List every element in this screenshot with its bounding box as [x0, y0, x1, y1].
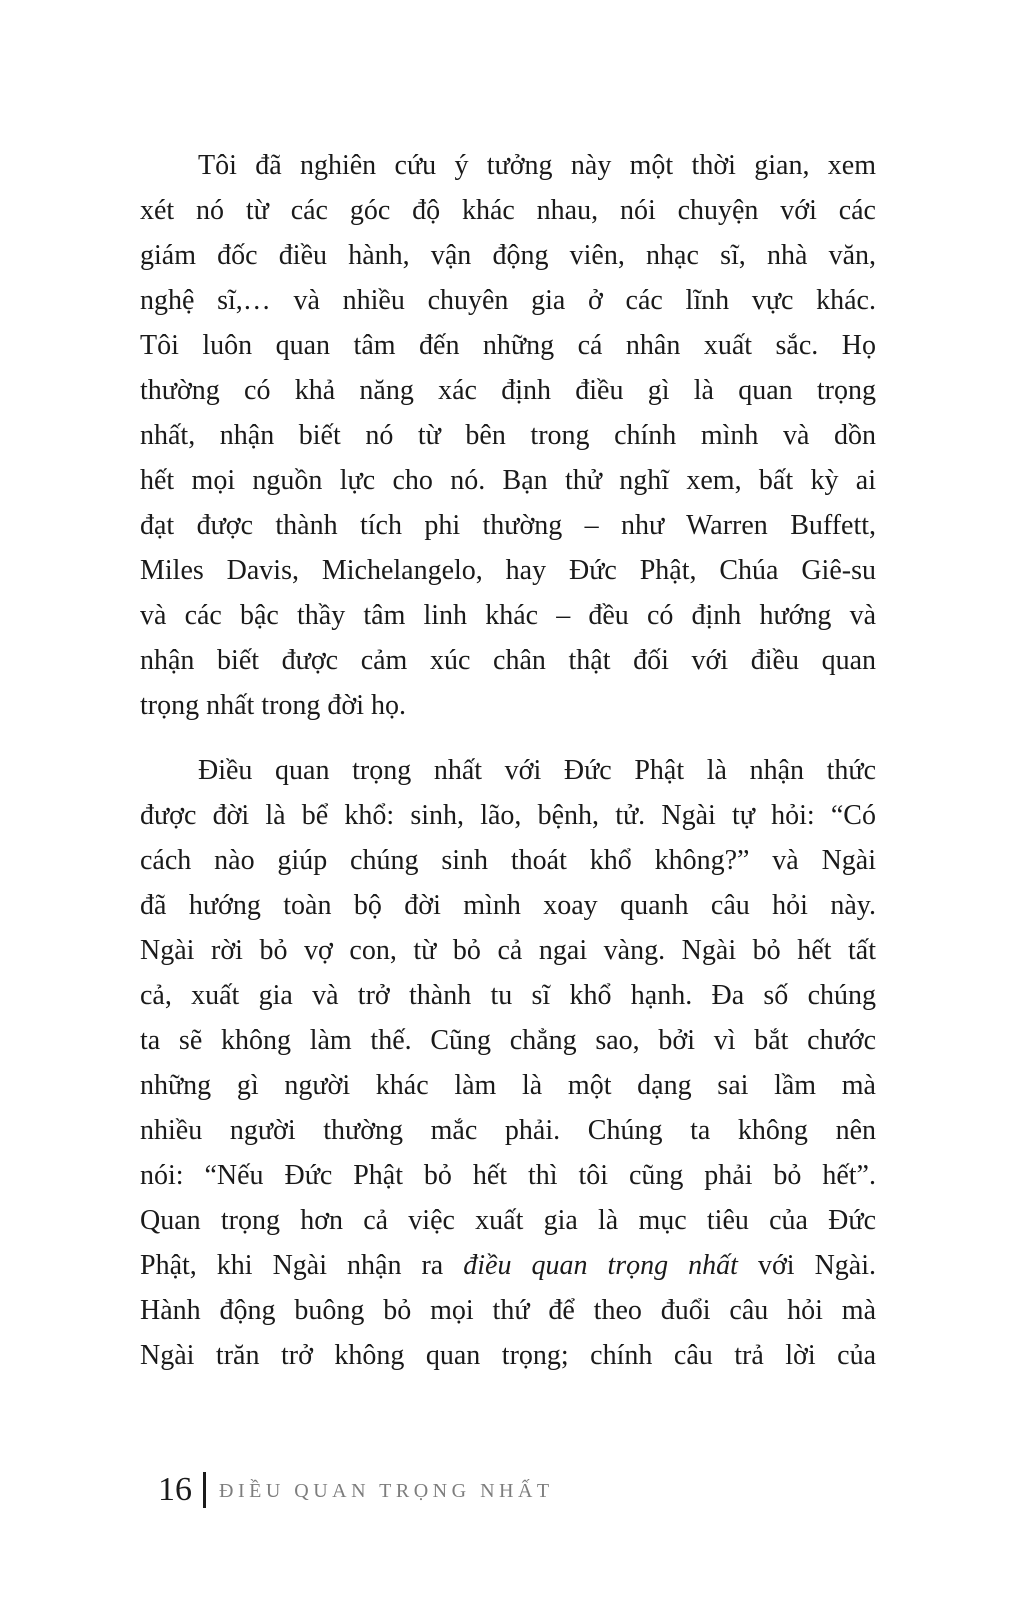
text-line: nhiều người thường mắc phải. Chúng ta không nên	[140, 1115, 876, 1146]
page-footer	[158, 1470, 554, 1510]
text-line: xét nó từ các góc độ khác nhau, nói chuyện với các	[140, 195, 876, 226]
text-line: và các bậc thầy tâm linh khác – đều có định hướng và	[140, 600, 876, 631]
text-line: Ngài trăn trở không quan trọng; chính câu trả lời của	[140, 1340, 876, 1371]
text-line: nói: “Nếu Đức Phật bỏ hết thì tôi cũng phải bỏ hết”.	[140, 1160, 876, 1191]
text-line: Hành động buông bỏ mọi thứ để theo đuổi câu hỏi mà	[140, 1295, 876, 1326]
text-line: Quan trọng hơn cả việc xuất gia là mục tiêu của Đức	[140, 1205, 876, 1236]
text-line: trọng nhất trong đời họ.	[140, 690, 406, 721]
text-line: hết mọi nguồn lực cho nó. Bạn thử nghĩ xem, bất kỳ ai	[140, 465, 876, 496]
text-line: ta sẽ không làm thế. Cũng chẳng sao, bởi vì bắt chước	[140, 1025, 876, 1056]
text-line: cả, xuất gia và trở thành tu sĩ khổ hạnh. Đa số chúng	[140, 980, 876, 1011]
text-line: Tôi đã nghiên cứu ý tưởng này một thời gian, xem	[198, 150, 876, 181]
footer-separator	[203, 1472, 206, 1508]
text-line: giám đốc điều hành, vận động viên, nhạc sĩ, nhà văn,	[140, 240, 876, 271]
text-line: Miles Davis, Michelangelo, hay Đức Phật, Chúa Giê-su	[140, 555, 876, 586]
text-line: nhận biết được cảm xúc chân thật đối với điều quan	[140, 645, 876, 676]
text-line: Ngài rời bỏ vợ con, từ bỏ cả ngai vàng. Ngài bỏ hết tất	[140, 935, 876, 966]
text-line: thường có khả năng xác định điều gì là quan trọng	[140, 375, 876, 406]
text-line: đã hướng toàn bộ đời mình xoay quanh câu hỏi này.	[140, 890, 876, 921]
text-line: đạt được thành tích phi thường – như Warren Buffett,	[140, 510, 876, 541]
text-line: Phật, khi Ngài nhận ra điều quan trọng nhất với Ngài.	[140, 1250, 877, 1281]
text-line: Tôi luôn quan tâm đến những cá nhân xuất sắc. Họ	[140, 330, 876, 361]
text-line: những gì người khác làm là một dạng sai lầm mà	[140, 1070, 876, 1101]
text-line: Điều quan trọng nhất với Đức Phật là nhận thức	[198, 755, 876, 786]
text-line: nghệ sĩ,… và nhiều chuyên gia ở các lĩnh vực khác.	[140, 285, 876, 316]
paragraph	[140, 143, 876, 728]
page-number: 16	[158, 1471, 192, 1508]
paragraph	[140, 748, 876, 1378]
text-line: được đời là bể khổ: sinh, lão, bệnh, tử. Ngài tự hỏi: “Có	[140, 800, 876, 831]
book-title: ĐIỀU QUAN TRỌNG NHẤT	[219, 1479, 554, 1502]
text-line: cách nào giúp chúng sinh thoát khổ không?” và Ngài	[140, 845, 876, 876]
text-line: nhất, nhận biết nó từ bên trong chính mình và dồn	[140, 420, 876, 451]
body-text	[140, 143, 876, 1378]
